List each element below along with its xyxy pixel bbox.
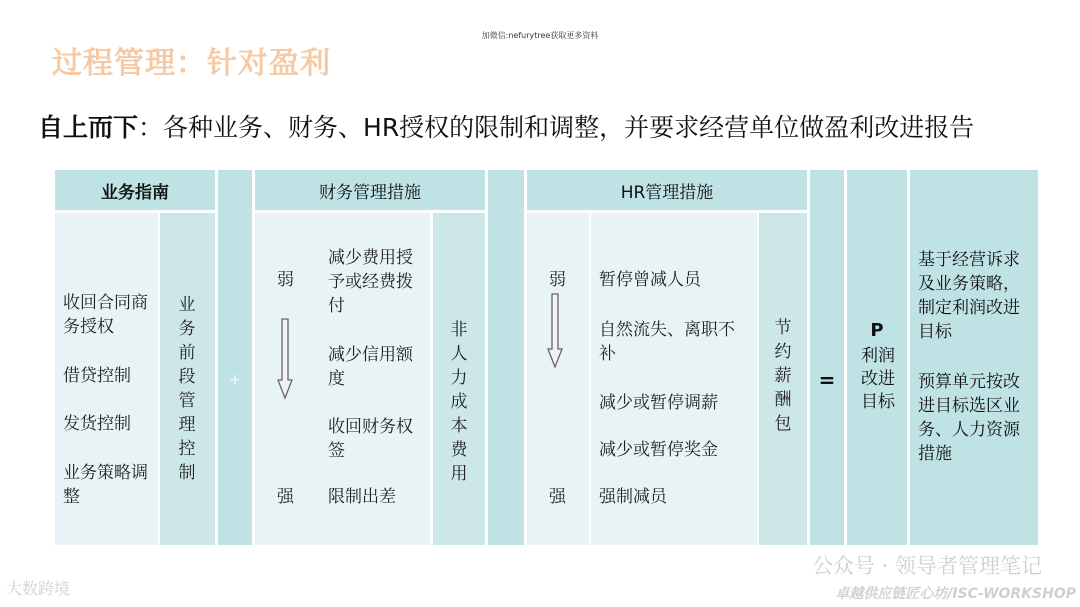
business-header: 业务指南 (55, 170, 215, 210)
subtitle-rest: ：各种业务、财务、HR授权的限制和调整，并要求经营单位做盈利改进报告 (138, 113, 975, 142)
plus-sign: + (229, 372, 241, 388)
hr-header: HR管理措施 (527, 170, 807, 210)
finance-item: 减少信用额度 (328, 345, 413, 389)
equals-sign: = (818, 368, 836, 392)
business-side-panel (160, 213, 215, 545)
separator-strip (488, 170, 524, 545)
workshop-watermark: 卓越供应链匠心坊/ISC-WORKSHOP (835, 586, 1076, 602)
hr-item: 减少或暂停奖金 (599, 440, 718, 460)
final-item: 基于经营诉求及业务策略，制定利润改进目标 (918, 250, 1020, 342)
final-panel (910, 170, 1038, 545)
hr-side-panel (759, 213, 807, 545)
business-items-panel (55, 213, 158, 545)
subtitle-lead: 自上而下 (38, 113, 139, 142)
finance-header: 财务管理措施 (255, 170, 485, 210)
business-item: 收回合同商务授权 (63, 293, 148, 337)
strong-label: 强 (549, 487, 566, 507)
final-item: 预算单元按改进目标选区业务、人力资源措施 (918, 372, 1020, 464)
business-item: 发货控制 (63, 414, 131, 434)
plus-strip (218, 170, 252, 545)
hr-item: 自然流失、离职不补 (599, 320, 735, 364)
finance-side-panel (433, 213, 485, 545)
hr-item: 减少或暂停调薪 (599, 393, 718, 413)
down-arrow-icon (276, 318, 294, 400)
finance-side-label: 非人力成本费用 (450, 320, 468, 484)
hr-scale-panel (527, 213, 589, 545)
wechat-watermark: 公众号 · 领导者管理笔记 (811, 554, 1042, 578)
hr-side-label: 节约薪酬包 (774, 318, 792, 434)
finance-item: 收回财务权签 (328, 417, 413, 461)
weak-label: 弱 (277, 270, 294, 290)
top-note: 加微信:nefurytree获取更多资料 (481, 31, 599, 40)
finance-items-panel (255, 213, 430, 545)
finance-item: 限制出差 (328, 487, 396, 507)
brand-watermark: 大数跨境 (6, 579, 71, 598)
equals-strip (810, 170, 844, 545)
strong-label: 强 (277, 487, 294, 507)
result-p: P (870, 320, 884, 341)
business-side-label: 业务前段管理控制 (178, 295, 196, 483)
result-panel (847, 170, 907, 545)
down-arrow-icon (546, 293, 564, 369)
finance-item: 减少费用授予或经费拨付 (328, 248, 413, 316)
hr-item: 暂停曾减人员 (599, 270, 701, 290)
weak-label: 弱 (549, 270, 566, 290)
hr-item: 强制减员 (599, 487, 667, 507)
hr-items-panel (591, 213, 757, 545)
result-label: 利润改进目标 (861, 346, 895, 412)
business-item: 借贷控制 (63, 366, 131, 386)
page-title: 过程管理：针对盈利 (52, 46, 331, 81)
page-subtitle (38, 108, 974, 144)
business-item: 业务策略调整 (63, 463, 148, 507)
